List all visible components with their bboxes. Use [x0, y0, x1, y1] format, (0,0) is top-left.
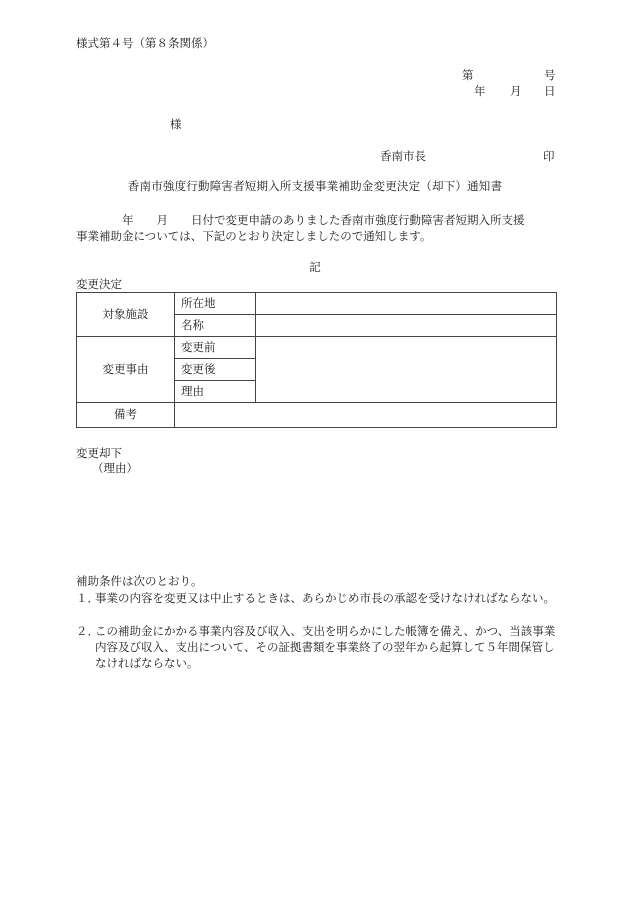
facility-address-value[interactable]	[256, 293, 557, 315]
reason-label: 理由	[175, 381, 256, 403]
condition-number: １．	[76, 591, 99, 605]
remarks-value[interactable]	[175, 403, 557, 428]
after-label: 変更後	[175, 359, 256, 381]
ki-heading: 記	[309, 260, 321, 274]
body-text-line-1	[76, 215, 525, 227]
condition-number: ２．	[76, 624, 99, 638]
facility-name-value[interactable]	[256, 315, 557, 337]
conditions-intro: 補助条件は次のとおり。	[76, 574, 203, 588]
document-title: 香南市強度行動障害者短期入所支援事業補助金変更決定（却下）通知書	[127, 179, 503, 193]
decision-heading: 変更決定	[76, 277, 122, 291]
addressee-honorific: 様	[170, 117, 182, 131]
issuer-name: 香南市長	[380, 149, 426, 163]
date-day-label: 日	[544, 84, 556, 98]
rejection-reason-label: （理由）	[92, 461, 138, 475]
decision-table	[76, 292, 557, 428]
date-year-label: 年	[474, 84, 486, 98]
change-detail-value[interactable]	[256, 337, 557, 403]
table-row	[77, 337, 557, 359]
seal-mark: 印	[543, 149, 555, 163]
form-number: 様式第４号（第８条関係）	[76, 36, 214, 50]
facility-label: 対象施設	[77, 293, 175, 337]
condition-text: この補助金にかかる事業内容及び収入、支出を明らかにした帳簿を備え、かつ、当該事業内容及び収入、支出について、その証拠書類を事業終了の翌年から起算して５年間保管しなければならない。	[95, 624, 556, 670]
document-number-prefix: 第	[462, 68, 474, 82]
body-text-line-1-content: 年 月 日付で変更申請のありました香南市強度行動障害者短期入所支援	[122, 213, 525, 227]
before-label: 変更前	[175, 337, 256, 359]
date-month-label: 月	[510, 84, 522, 98]
rejection-heading: 変更却下	[76, 446, 122, 460]
facility-address-label: 所在地	[175, 293, 256, 315]
change-reason-label: 変更事由	[77, 337, 175, 403]
facility-name-label: 名称	[175, 315, 256, 337]
condition-text: 事業の内容を変更又は中止するときは、あらかじめ市長の承認を受けなければならない。	[95, 591, 555, 605]
body-text-line-2: 事業補助金については、下記のとおり決定しましたので通知します。	[76, 229, 432, 243]
table-row	[77, 293, 557, 315]
remarks-label: 備考	[77, 403, 175, 428]
table-row	[77, 403, 557, 428]
document-number-suffix: 号	[544, 68, 556, 82]
